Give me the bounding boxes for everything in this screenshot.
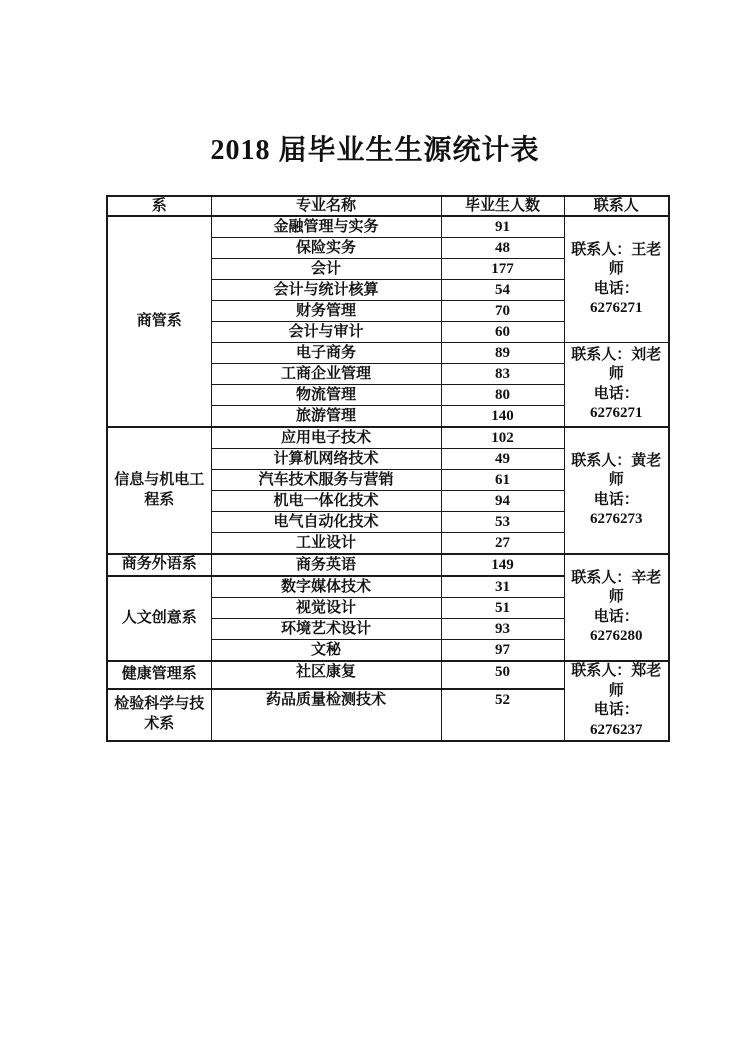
department-cell — [107, 427, 211, 554]
table-row — [107, 554, 669, 576]
department-cell — [107, 576, 211, 661]
contact-person: 联系人：黄老师 — [571, 452, 662, 488]
department-cell — [107, 661, 211, 689]
count-cell: 102 — [441, 427, 564, 449]
table-row — [107, 661, 669, 689]
count-cell: 177 — [441, 259, 564, 280]
contact-phone-number: 6276273 — [590, 511, 643, 527]
major-cell: 数字媒体技术 — [211, 576, 441, 598]
major-cell: 金融管理与实务 — [211, 216, 441, 238]
contact-person: 联系人：刘老师 — [571, 346, 662, 382]
contact-phone-label: 电话： — [593, 385, 639, 402]
department-label: 健康管理系 — [121, 666, 197, 683]
major-cell: 汽车技术服务与营销 — [211, 470, 441, 491]
major-cell: 保险实务 — [211, 238, 441, 259]
contact-cell — [564, 554, 669, 661]
contact-phone-number: 6276271 — [590, 300, 643, 316]
page-title: 2018 届毕业生生源统计表 — [210, 135, 540, 166]
column-header-contact: 联系人 — [564, 196, 669, 216]
count-cell: 83 — [441, 364, 564, 385]
count-cell: 93 — [441, 619, 564, 640]
major-cell: 工业设计 — [211, 533, 441, 555]
contact-phone-number: 6276237 — [590, 721, 643, 738]
major-cell: 社区康复 — [211, 661, 441, 689]
count-cell: 80 — [441, 385, 564, 406]
department-cell — [107, 216, 211, 427]
major-cell: 商务英语 — [211, 554, 441, 576]
major-cell: 会计与统计核算 — [211, 280, 441, 301]
major-cell: 电气自动化技术 — [211, 512, 441, 533]
header-row — [107, 196, 669, 216]
major-cell: 药品质量检测技术 — [211, 689, 441, 741]
contact-phone-number: 6276280 — [590, 628, 643, 644]
major-cell: 文秘 — [211, 640, 441, 662]
count-cell: 94 — [441, 491, 564, 512]
contact-cell — [564, 216, 669, 343]
count-cell: 140 — [441, 406, 564, 428]
major-cell: 应用电子技术 — [211, 427, 441, 449]
count-cell: 60 — [441, 322, 564, 343]
department-label: 商管系 — [136, 312, 182, 329]
major-cell: 视觉设计 — [211, 598, 441, 619]
contact-cell — [564, 661, 669, 741]
count-cell: 97 — [441, 640, 564, 662]
count-cell: 50 — [441, 661, 564, 689]
contact-cell — [564, 343, 669, 428]
count-cell: 49 — [441, 449, 564, 470]
count-cell: 53 — [441, 512, 564, 533]
contact-phone-label: 电话： — [593, 280, 639, 297]
count-cell: 61 — [441, 470, 564, 491]
major-cell: 会计 — [211, 259, 441, 280]
contact-phone-number: 6276271 — [590, 405, 643, 421]
statistics-table — [106, 195, 670, 742]
major-cell: 环境艺术设计 — [211, 619, 441, 640]
table-row — [107, 216, 669, 238]
count-cell: 48 — [441, 238, 564, 259]
department-label: 商务外语系 — [121, 556, 197, 573]
table-body — [107, 216, 669, 741]
count-cell: 31 — [441, 576, 564, 598]
contact-phone-label: 电话： — [593, 702, 639, 718]
major-cell: 会计与审计 — [211, 322, 441, 343]
department-cell — [107, 689, 211, 741]
major-cell: 电子商务 — [211, 343, 441, 364]
major-cell: 财务管理 — [211, 301, 441, 322]
count-cell: 89 — [441, 343, 564, 364]
major-cell: 机电一体化技术 — [211, 491, 441, 512]
major-cell: 旅游管理 — [211, 406, 441, 428]
contact-phone-label: 电话： — [593, 491, 639, 508]
contact-cell — [564, 427, 669, 554]
column-header-department: 系 — [107, 196, 211, 216]
count-cell: 70 — [441, 301, 564, 322]
contact-person: 联系人：王老师 — [571, 241, 662, 277]
major-cell: 物流管理 — [211, 385, 441, 406]
count-cell: 51 — [441, 598, 564, 619]
table-header — [107, 196, 669, 216]
count-cell: 149 — [441, 554, 564, 576]
count-cell: 54 — [441, 280, 564, 301]
column-header-count: 毕业生人数 — [441, 196, 564, 216]
major-cell: 工商企业管理 — [211, 364, 441, 385]
count-cell: 91 — [441, 216, 564, 238]
contact-phone-label: 电话： — [593, 608, 639, 625]
department-label: 信息与机电工程系 — [114, 472, 205, 508]
column-header-major: 专业名称 — [211, 196, 441, 216]
contact-person: 联系人：辛老师 — [571, 569, 662, 605]
department-label: 人文创意系 — [121, 609, 197, 626]
count-cell: 27 — [441, 533, 564, 555]
department-cell — [107, 554, 211, 576]
contact-person: 联系人：郑老师 — [571, 663, 662, 699]
count-cell: 52 — [441, 689, 564, 741]
department-label: 检验科学与技术系 — [114, 696, 205, 732]
table-row — [107, 427, 669, 449]
major-cell: 计算机网络技术 — [211, 449, 441, 470]
